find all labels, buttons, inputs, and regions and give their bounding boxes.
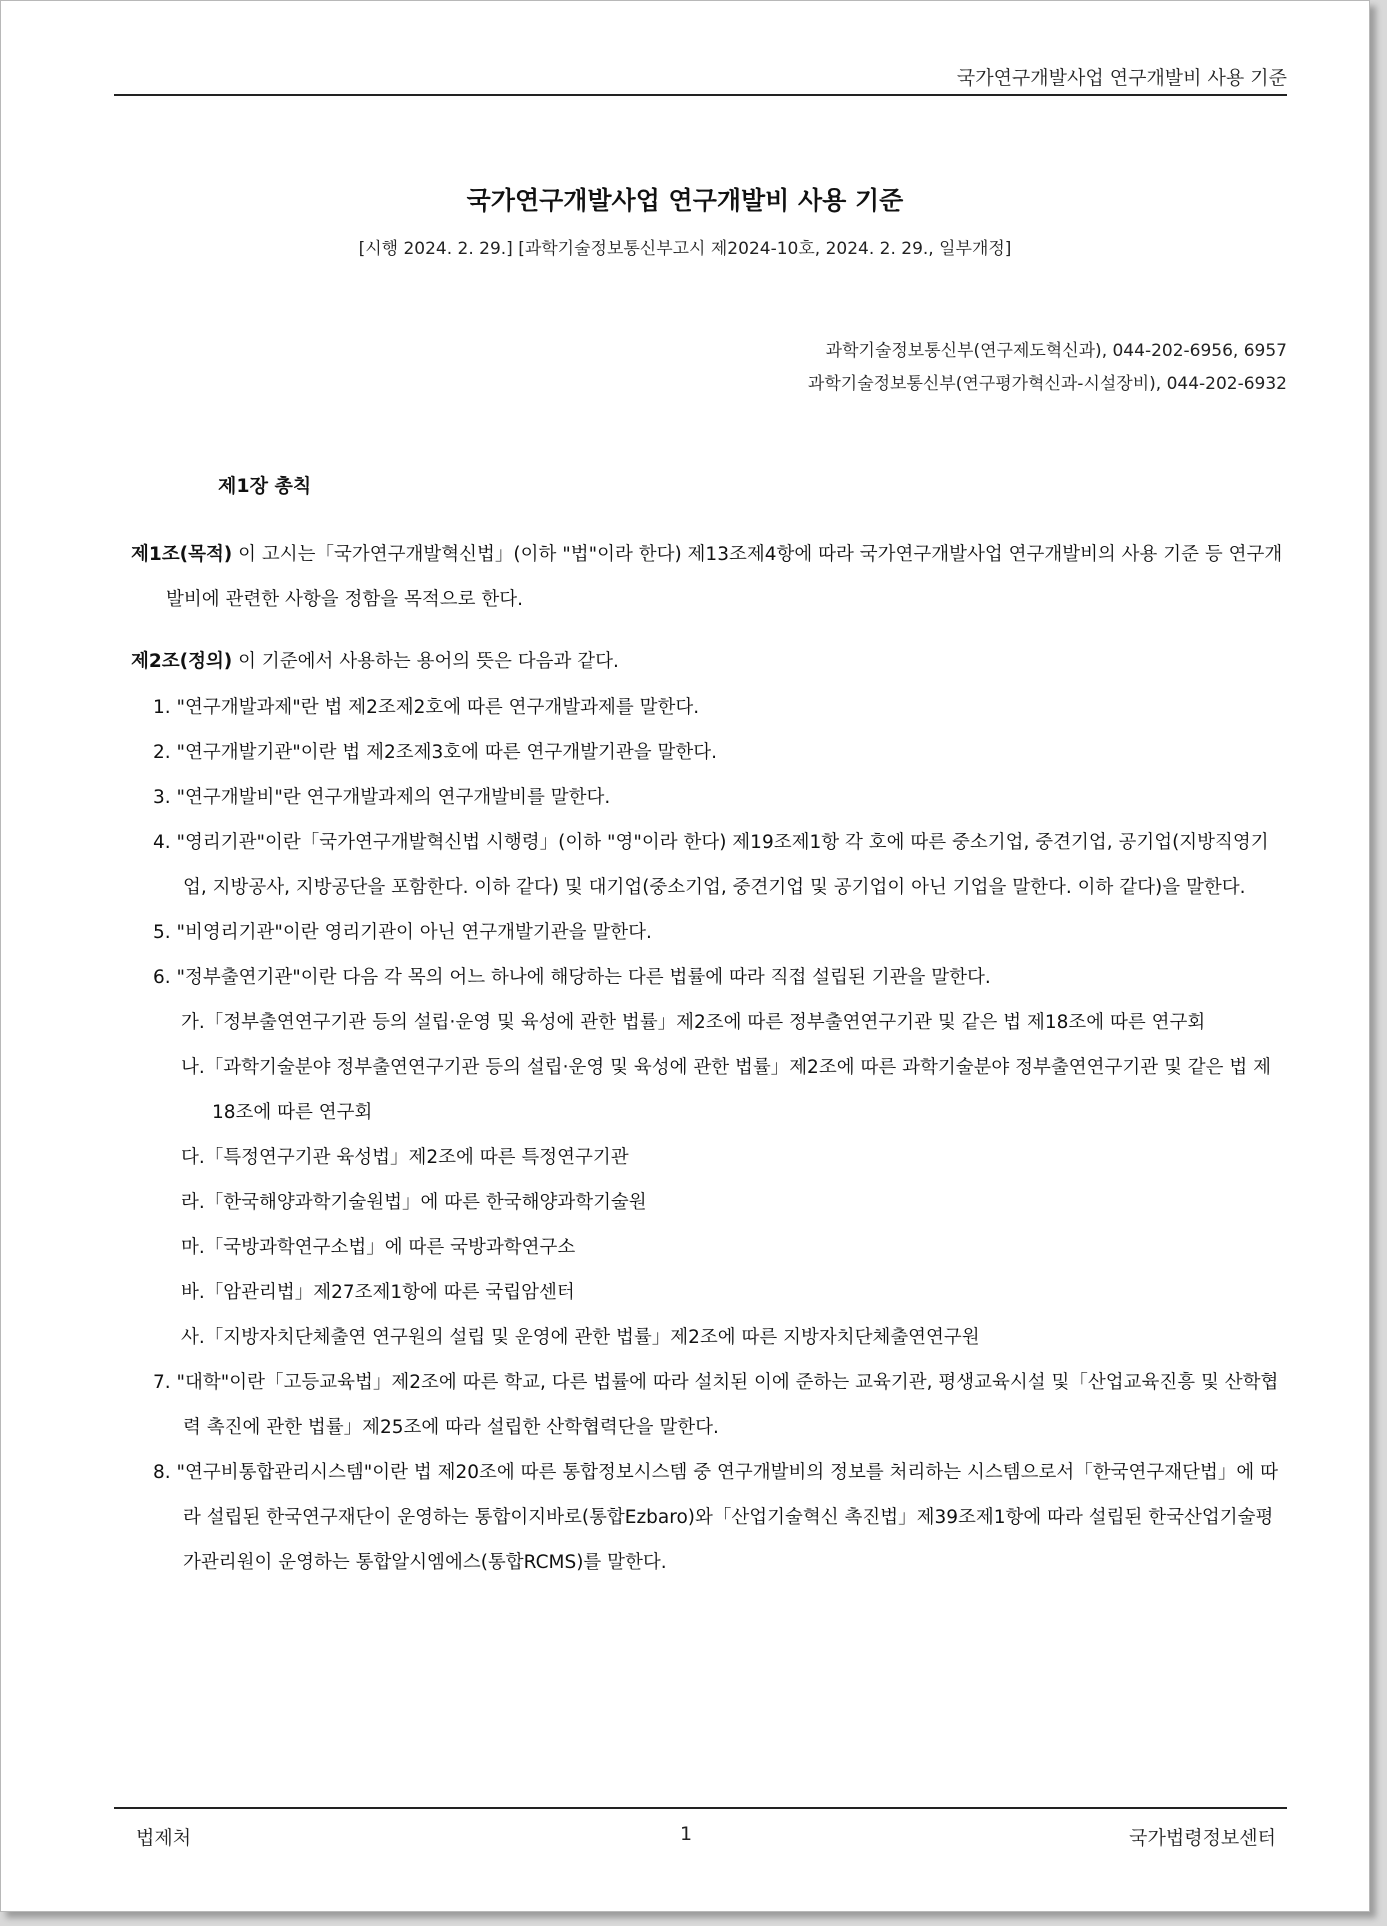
article-2	[131, 639, 1289, 684]
document-title: 국가연구개발사업 연구개발비 사용 기준	[466, 186, 904, 215]
list-item: 5. "비영리기관"이란 영리기관이 아닌 연구개발기관을 말한다.	[153, 922, 652, 943]
page-number: 1	[679, 1823, 693, 1845]
sub-list-item: 라.「한국해양과학기술원법」에 따른 한국해양과학기술원	[181, 1192, 647, 1213]
list-item: 6. "정부출연기관"이란 다음 각 목의 어느 하나에 해당하는 다른 법률에 따라 직접 설립된 기관을 말한다.	[153, 967, 991, 988]
sub-list-item: 나.「과학기술분야 정부출연연구기관 등의 설립·운영 및 육성에 관한 법률」제2조에 따른 과학기술분야 정부출연연구기관 및 같은 법 제18조에 따른 연구회	[181, 1057, 1272, 1123]
sub-list-item: 가.「정부출연연구기관 등의 설립·운영 및 육성에 관한 법률」제2조에 따른 정부출연연구기관 및 같은 법 제18조에 따른 연구회	[181, 1012, 1206, 1033]
contact-line: 과학기술정보통신부(연구평가혁신과-시설장비), 044-202-6932	[807, 374, 1287, 394]
document-subtitle: [시행 2024. 2. 29.] [과학기술정보통신부고시 제2024-10호, 2024. 2. 29., 일부개정]	[358, 239, 1012, 259]
sub-list-item: 사.「지방자치단체출연 연구원의 설립 및 운영에 관한 법률」제2조에 따른 지방자치단체출연연구원	[181, 1327, 980, 1348]
contact-line: 과학기술정보통신부(연구제도혁신과), 044-202-6956, 6957	[825, 341, 1287, 361]
running-header: 국가연구개발사업 연구개발비 사용 기준	[956, 67, 1287, 89]
list-item: 1. "연구개발과제"란 법 제2조제2호에 따른 연구개발과제를 말한다.	[153, 697, 700, 718]
article-text: 이 고시는「국가연구개발혁신법」(이하 "법"이라 한다) 제13조제4항에 따라 국가연구개발사업 연구개발비의 사용 기준 등 연구개발비에 관련한 사항을 정함을 목적으로 한다.	[166, 544, 1283, 610]
contact-info	[808, 335, 1287, 401]
article-heading: 제1조(목적)	[131, 544, 233, 565]
list-item: 7. "대학"이란「고등교육법」제2조에 따른 학교, 다른 법률에 따라 설치된 이에 준하는 교육기관, 평생교육시설 및「산업교육진흥 및 산학협력 촉진에 관한 법률」제25조에 따라 설립한 산학협력단을 말한다.	[153, 1372, 1279, 1438]
sub-list-item: 마.「국방과학연구소법」에 따른 국방과학연구소	[181, 1237, 576, 1258]
article-text: 이 기준에서 사용하는 용어의 뜻은 다음과 같다.	[232, 651, 619, 672]
sub-list-item: 다.「특정연구기관 육성법」제2조에 따른 특정연구기관	[181, 1147, 629, 1168]
chapter-heading: 제1장 총칙	[218, 475, 312, 497]
definition-list	[131, 685, 1289, 1585]
footer-publisher: 법제처	[136, 1827, 192, 1849]
footer-source: 국가법령정보센터	[1129, 1827, 1276, 1849]
list-item: 2. "연구개발기관"이란 법 제2조제3호에 따른 연구개발기관을 말한다.	[153, 742, 718, 763]
document-body	[131, 471, 1289, 1585]
sub-list-item: 바.「암관리법」제27조제1항에 따른 국립암센터	[181, 1282, 575, 1303]
list-item: 3. "연구개발비"란 연구개발과제의 연구개발비를 말한다.	[153, 787, 611, 808]
list-item: 4. "영리기관"이란「국가연구개발혁신법 시행령」(이하 "영"이라 한다) 제19조제1항 각 호에 따른 중소기업, 중견기업, 공기업(지방직영기업, 지방공사, 지방공단을 포함한다. 이하 같다) 및 대기업(중소기업, 중견기업 및 공기업이 아닌 기업을 말한다. 이하 같다)을 말한다.	[153, 832, 1269, 898]
footer-rule	[114, 1807, 1287, 1809]
article-heading: 제2조(정의)	[131, 651, 233, 672]
header-rule	[114, 94, 1287, 96]
article-1	[131, 532, 1289, 622]
list-item: 8. "연구비통합관리시스템"이란 법 제20조에 따른 통합정보시스템 중 연구개발비의 정보를 처리하는 시스템으로서「한국연구재단법」에 따라 설립된 한국연구재단이 운영하는 통합이지바로(통합Ezbaro)와「산업기술혁신 촉진법」제39조제1항에 따라 설립된 한국산업기술평가관리원이 운영하는 통합알시엠에스(통합RCMS)를 말한다.	[153, 1462, 1278, 1573]
